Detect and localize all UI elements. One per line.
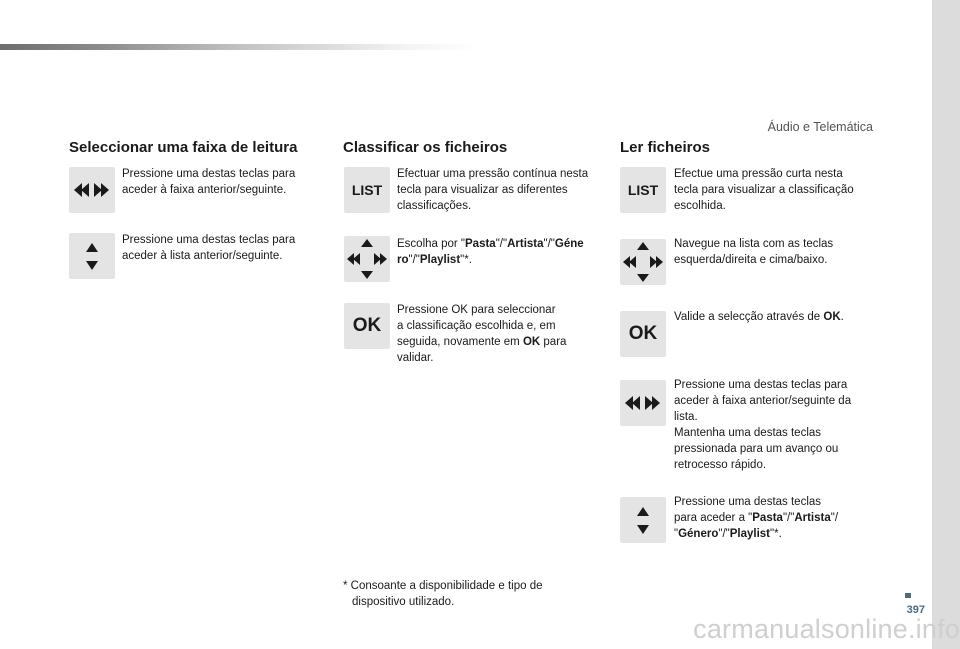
desc-select-track-2: Pressione uma destas teclas para aceder à lista anterior/seguinte.	[122, 234, 296, 262]
heading-play-files: Ler ficheiros	[620, 139, 711, 156]
up-down-keys-icon	[69, 233, 115, 279]
watermark: carmanualsonline.info	[693, 614, 960, 644]
ok-key-icon: OK	[620, 311, 666, 357]
direction-pad-icon	[620, 239, 666, 285]
prev-next-keys-icon	[620, 380, 666, 426]
desc-play-2: Navegue na lista com as teclas esquerda/direita e cima/baixo.	[674, 238, 834, 266]
page-marker	[905, 593, 911, 598]
prev-next-keys-icon	[69, 167, 115, 213]
list-key-icon: LIST	[620, 167, 666, 213]
up-down-keys-icon	[620, 497, 666, 543]
heading-select-track: Seleccionar uma faixa de leitura	[69, 139, 298, 156]
desc-play-3: Valide a selecção através de OK.	[674, 311, 844, 323]
desc-play-1: Efectue uma pressão curta nesta tecla para visualizar a classificação escolhida.	[674, 168, 854, 212]
desc-play-5: Pressione uma destas teclas para aceder a "Pasta"/"Artista"/ "Género"/"Playlist"*.	[674, 496, 839, 540]
footnote: * Consoante a disponibilidade e tipo de dispositivo utilizado.	[343, 580, 543, 608]
header-gradient-bar	[0, 44, 480, 50]
desc-sort-2: Escolha por "Pasta"/"Artista"/"Géne ro"/"Playlist"*.	[397, 238, 584, 266]
page-edge-band	[932, 0, 960, 649]
desc-play-4: Pressione uma destas teclas para aceder à faixa anterior/seguinte da lista. Mantenha uma destas teclas pressionada para um avanço ou retrocesso rápido.	[674, 379, 852, 471]
direction-pad-icon	[344, 236, 390, 282]
heading-sort-files: Classificar os ficheiros	[343, 139, 508, 156]
desc-sort-3: Pressione OK para seleccionar a classificação escolhida e, em seguida, novamente em OK para validar.	[397, 304, 567, 364]
desc-sort-1: Efectuar uma pressão contínua nesta tecla para visualizar as diferentes classificações.	[397, 168, 589, 212]
page-number: 397	[906, 604, 925, 616]
section-title: Áudio e Telemática	[767, 120, 873, 134]
ok-key-icon: OK	[344, 303, 390, 349]
list-key-icon: LIST	[344, 167, 390, 213]
desc-select-track-1: Pressione uma destas teclas para aceder à faixa anterior/seguinte.	[122, 168, 296, 196]
